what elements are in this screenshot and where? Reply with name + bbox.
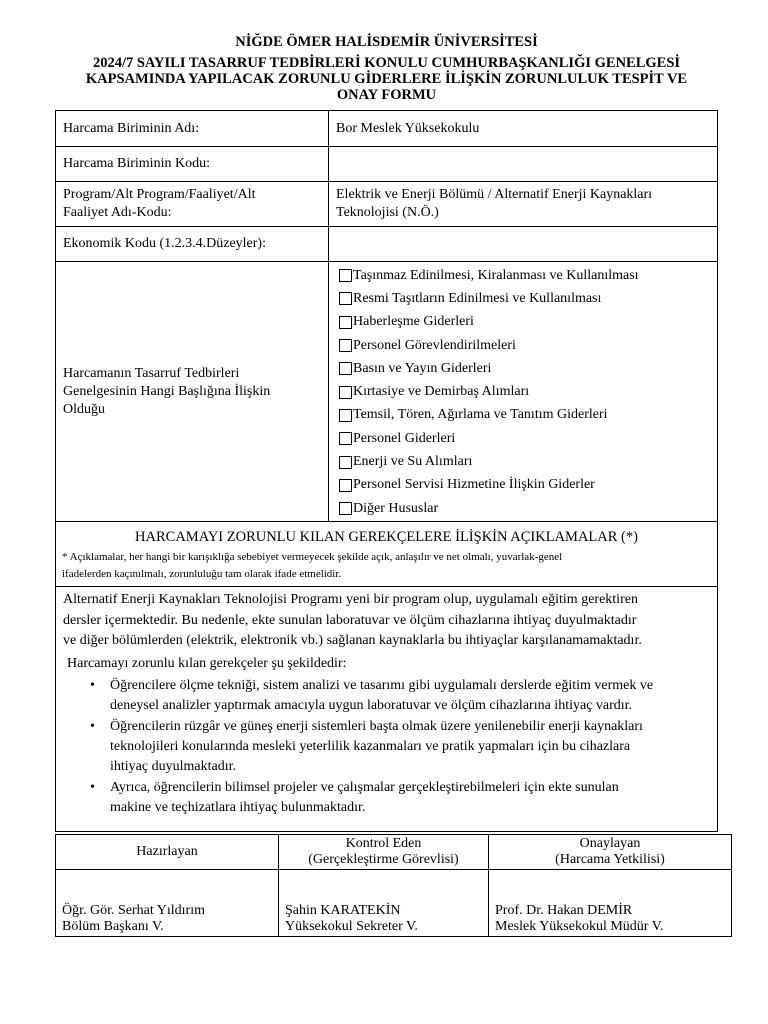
category-heading-line: Olduğu — [63, 401, 105, 417]
explanations-header-row — [56, 522, 718, 587]
form-title-line: 2024/7 SAYILI TASARRUF TEDBİRLERİ KONULU CUMHURBAŞKANLIĞI GENELGESİ — [92, 55, 681, 71]
controlled-by-signature[interactable] — [279, 870, 489, 937]
economic-code-row — [56, 227, 718, 262]
prepared-by-signature[interactable] — [56, 870, 279, 937]
category-option-representation[interactable] — [339, 404, 717, 427]
category-option-shuttle[interactable] — [339, 474, 717, 497]
paragraph-line: Alternatif Enerji Kaynakları Teknolojisi Programı yeni bir program olup, uygulamalı eğitim gerektiren — [63, 592, 638, 607]
program-label-line: Program/Alt Program/Faaliyet/Alt — [63, 187, 256, 202]
category-option-label: Resmi Taşıtların Edinilmesi ve Kullanılması — [353, 290, 602, 306]
category-heading-label — [56, 262, 329, 522]
category-option-other[interactable] — [339, 497, 717, 520]
reason-line: teknolojileri konularında mesleki yeterlilik kazanmaları ve pratik yapmaları için bu cihazlara — [110, 738, 631, 754]
controlled-by-name: Şahin KARATEKİN — [285, 903, 401, 918]
explanations-note — [62, 549, 711, 583]
paragraph-line: dersler içermektedir. Bu nedenle, ekte sunulan laboratuvar ve ölçüm cihazlarına ihtiyaç duyulmaktadır — [63, 612, 637, 628]
unit-name-value[interactable]: Bor Meslek Yüksekokulu — [329, 111, 718, 147]
economic-code-label: Ekonomik Kodu (1.2.3.4.Düzeyler): — [56, 227, 329, 262]
checkbox[interactable] — [339, 456, 352, 469]
program-value-line: Teknolojisi (N.Ö.) — [336, 205, 439, 220]
approved-by-heading-line: (Harcama Yetkilisi) — [555, 852, 665, 867]
reason-line: deneysel analizler yaptırmak amacıyla uygun laboratuvar ve ölçüm cihazlarına ihtiyaç vardır. — [110, 697, 633, 713]
controlled-by-title: Yüksekokul Sekreter V. — [285, 919, 418, 934]
form-title-line: KAPSAMINDA YAPILACAK ZORUNLU GİDERLERE İLİŞKİN ZORUNLULUK TESPİT VE — [85, 71, 688, 87]
program-label — [56, 182, 329, 227]
approved-by-signature[interactable] — [489, 870, 732, 937]
checkbox[interactable] — [339, 269, 352, 282]
category-option-label: Diğer Hususlar — [353, 500, 439, 516]
reasons-intro: Harcamayı zorunlu kılan gerekçeler şu şekildedir: — [67, 655, 347, 671]
category-option-energy-water[interactable] — [339, 450, 717, 473]
controlled-by-heading — [279, 835, 489, 870]
category-checkbox-cell — [329, 262, 718, 522]
category-option-label: Personel Görevlendirilmeleri — [353, 337, 516, 353]
category-option-label: Personel Servisi Hizmetine İlişkin Giderler — [353, 477, 595, 493]
university-name: NİĞDE ÖMER HALİSDEMİR ÜNİVERSİTESİ — [235, 34, 538, 50]
category-option-stationery[interactable] — [339, 380, 717, 403]
category-option-label: Basın ve Yayın Giderleri — [353, 360, 492, 376]
category-heading-line: Genelgesinin Hangi Başlığına İlişkin — [63, 383, 271, 399]
category-option-communication[interactable] — [339, 311, 717, 334]
approved-by-heading-line: Onaylayan — [579, 836, 641, 851]
form-header — [56, 33, 717, 103]
prepared-by-name: Öğr. Gör. Serhat Yıldırım — [62, 903, 205, 918]
explanations-body-row — [56, 587, 718, 832]
checkbox[interactable] — [339, 292, 352, 305]
category-option-vehicles[interactable] — [339, 287, 717, 310]
explanations-note-line: ifadelerden kaçınılmalı, zorunluluğu tam olarak ifade etmelidir. — [62, 568, 342, 580]
reason-item — [90, 778, 710, 818]
form-title — [56, 55, 717, 103]
approved-by-title: Meslek Yüksekokul Müdür V. — [495, 919, 664, 934]
unit-name-label: Harcama Biriminin Adı: — [56, 111, 329, 147]
category-option-label: Personel Giderleri — [353, 430, 456, 446]
bullet-icon: • — [90, 718, 95, 734]
explanations-header-cell — [56, 522, 718, 587]
category-option-personnel[interactable] — [339, 427, 717, 450]
controlled-by-heading-line: Kontrol Eden — [345, 836, 422, 851]
explanations-title: HARCAMAYI ZORUNLU KILAN GEREKÇELERE İLİŞKİN AÇIKLAMALAR (*) — [135, 529, 638, 545]
prepared-by-heading: Hazırlayan — [56, 835, 279, 870]
controlled-by-heading-line: (Gerçekleştirme Görevlisi) — [308, 852, 459, 867]
checkbox[interactable] — [339, 479, 352, 492]
category-row — [56, 262, 718, 522]
checkbox[interactable] — [339, 409, 352, 422]
explanation-paragraph — [63, 590, 710, 652]
unit-code-row — [56, 147, 718, 182]
checkbox[interactable] — [339, 316, 352, 329]
category-option-label: Kırtasiye ve Demirbaş Alımları — [353, 384, 530, 400]
signature-header-row — [56, 835, 732, 870]
paragraph-line: ve diğer bölümlerden (elektrik, elektronik vb.) sağlanan kaynaklarla bu ihtiyaçlar karşılanamamaktadır. — [63, 633, 642, 648]
category-option-assignments[interactable] — [339, 334, 717, 357]
unit-code-value[interactable] — [329, 147, 718, 182]
reason-line: Öğrencilere ölçme tekniği, sistem analizi ve tasarımı gibi uygulamalı derslerde eğitim vermek ve — [110, 677, 654, 693]
category-option-press[interactable] — [339, 357, 717, 380]
bullet-icon: • — [90, 779, 95, 795]
checkbox[interactable] — [339, 362, 352, 375]
signature-body-row — [56, 870, 732, 937]
form-title-line: ONAY FORMU — [336, 87, 437, 103]
program-label-line: Faaliyet Adı-Kodu: — [63, 205, 172, 220]
approved-by-heading — [489, 835, 732, 870]
bullet-icon: • — [90, 677, 95, 693]
program-value[interactable] — [329, 182, 718, 227]
reasons-list — [63, 676, 710, 818]
category-option-label: Taşınmaz Edinilmesi, Kiralanması ve Kullanılması — [353, 267, 639, 283]
reason-line: makine ve teçhizatlara ihtiyaç bulunmaktadır. — [110, 799, 366, 815]
reason-item — [90, 717, 710, 777]
explanations-note-line: * Açıklamalar, her hangi bir karışıklığa sebebiyet vermeyecek şekilde açık, anlaşılır ve net olmalı, yuvarlak-genel — [62, 551, 563, 563]
economic-code-value[interactable] — [329, 227, 718, 262]
category-option-label: Haberleşme Giderleri — [353, 314, 474, 330]
checkbox[interactable] — [339, 339, 352, 352]
category-checkbox-list — [339, 262, 717, 520]
category-option-label: Enerji ve Su Alımları — [353, 454, 473, 470]
category-option-label: Temsil, Tören, Ağırlama ve Tanıtım Giderleri — [353, 407, 608, 423]
checkbox[interactable] — [339, 502, 352, 515]
reason-line: ihtiyaç duyulmaktadır. — [110, 758, 236, 774]
signature-table — [55, 834, 732, 937]
program-value-line: Elektrik ve Enerji Bölümü / Alternatif Enerji Kaynakları — [336, 187, 653, 202]
unit-code-label: Harcama Biriminin Kodu: — [56, 147, 329, 182]
unit-name-row — [56, 111, 718, 147]
checkbox[interactable] — [339, 432, 352, 445]
prepared-by-title: Bölüm Başkanı V. — [62, 919, 164, 934]
category-heading-line: Harcamanın Tasarruf Tedbirleri — [63, 365, 240, 381]
checkbox[interactable] — [339, 386, 352, 399]
reason-item — [90, 676, 710, 716]
reason-line: Ayrıca, öğrencilerin bilimsel projeler ve çalışmalar gerçekleştirebilmeleri için ekte sunulan — [110, 779, 619, 795]
approved-by-name: Prof. Dr. Hakan DEMİR — [495, 903, 633, 918]
explanations-body-cell[interactable] — [56, 587, 718, 832]
form-table — [55, 110, 718, 832]
program-row — [56, 182, 718, 227]
reason-line: Öğrencilerin rüzgâr ve güneş enerji sistemleri başta olmak üzere yenilenebilir enerji kaynakları — [110, 718, 643, 734]
category-option-real-estate[interactable] — [339, 264, 717, 287]
